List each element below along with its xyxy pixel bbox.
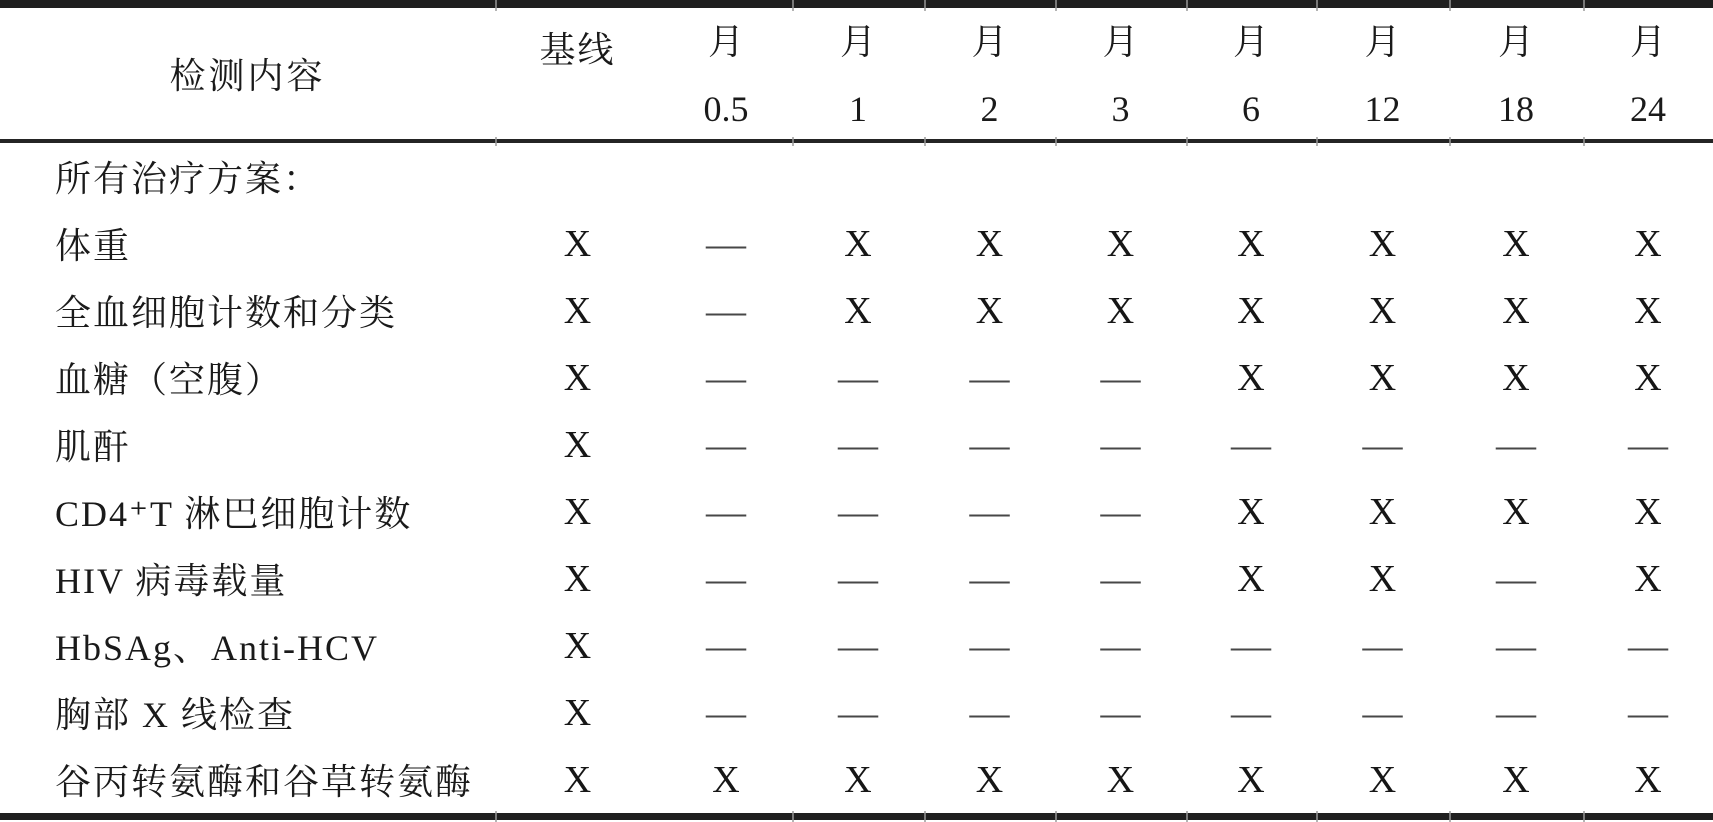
header-month-column <box>924 8 1055 139</box>
header-month-column <box>792 8 924 139</box>
column-boundary-tick <box>924 137 926 146</box>
header-month-label: 月 <box>1364 22 1401 62</box>
header-divider <box>0 139 1713 143</box>
header-month-column <box>1449 8 1583 139</box>
cell-mark-dash: — <box>1100 489 1141 534</box>
table-row <box>0 679 1713 746</box>
column-boundary-tick <box>924 0 926 11</box>
table-row <box>0 210 1713 277</box>
table-row <box>0 612 1713 679</box>
cell-mark-x: X <box>1502 289 1530 332</box>
table-row <box>0 545 1713 612</box>
column-boundary-tick <box>495 811 497 822</box>
cell-mark-dash: — <box>838 422 878 467</box>
cell-mark-dash: — <box>838 623 878 668</box>
table-row <box>0 746 1713 813</box>
header-month-column <box>1055 8 1186 139</box>
cell-mark-x: X <box>975 758 1004 801</box>
cell-mark-dash: — <box>969 422 1010 467</box>
cell-mark-dash: — <box>706 623 746 668</box>
cell-mark-x: X <box>1106 222 1135 265</box>
column-boundary-tick <box>495 137 497 146</box>
cell-mark-x: X <box>563 557 592 600</box>
table-row <box>0 277 1713 344</box>
cell-mark-x: X <box>1368 557 1397 600</box>
cell-mark-dash: — <box>969 623 1010 668</box>
cell-mark-x: X <box>975 222 1004 265</box>
header-month-column <box>660 8 792 139</box>
cell-mark-x: X <box>563 222 592 265</box>
header-month-value: 24 <box>1630 89 1666 129</box>
row-label: 血糖（空腹） <box>55 360 284 400</box>
row-label: 肌酐 <box>55 427 132 467</box>
cell-mark-dash: — <box>1231 690 1271 735</box>
header-test-content: 检测内容 <box>169 56 326 96</box>
cell-mark-dash: — <box>838 690 878 735</box>
cell-mark-dash: — <box>706 288 746 333</box>
cell-mark-dash: — <box>1231 623 1271 668</box>
header-month-label: 月 <box>971 22 1008 62</box>
header-baseline: 基线 <box>539 30 616 70</box>
cell-mark-x: X <box>1634 758 1662 801</box>
cell-mark-dash: — <box>838 355 878 400</box>
cell-mark-dash: — <box>969 355 1010 400</box>
row-label: 胸部 X 线检查 <box>55 695 295 735</box>
cell-mark-x: X <box>1634 289 1662 332</box>
cell-mark-dash: — <box>706 355 746 400</box>
column-boundary-tick <box>1055 137 1057 146</box>
cell-mark-x: X <box>563 356 592 399</box>
table-body <box>0 143 1713 813</box>
cell-mark-dash: — <box>1100 422 1141 467</box>
header-month-column <box>1583 8 1713 139</box>
cell-mark-dash: — <box>1496 690 1536 735</box>
cell-mark-dash: — <box>706 221 746 266</box>
cell-mark-dash: — <box>1496 422 1536 467</box>
header-month-value: 1 <box>849 89 867 129</box>
cell-mark-dash: — <box>1100 355 1141 400</box>
row-label: 所有治疗方案： <box>55 159 322 199</box>
column-boundary-tick <box>1186 137 1188 146</box>
cell-mark-dash: — <box>706 422 746 467</box>
cell-mark-x: X <box>1237 289 1265 332</box>
column-boundary-tick <box>1449 811 1451 822</box>
cell-mark-x: X <box>844 758 872 801</box>
column-boundary-tick <box>1316 0 1318 11</box>
cell-mark-x: X <box>1368 490 1397 533</box>
cell-mark-dash: — <box>1496 556 1536 601</box>
column-boundary-tick <box>1583 137 1585 146</box>
cell-mark-dash: — <box>1628 422 1668 467</box>
column-boundary-tick <box>1583 0 1585 11</box>
cell-mark-x: X <box>1237 490 1265 533</box>
cell-mark-x: X <box>844 222 872 265</box>
cell-mark-dash: — <box>838 489 878 534</box>
cell-mark-dash: — <box>706 489 746 534</box>
cell-mark-x: X <box>1368 758 1397 801</box>
header-month-label: 月 <box>1497 22 1534 62</box>
cell-mark-x: X <box>563 691 592 734</box>
cell-mark-x: X <box>1502 758 1530 801</box>
cell-mark-x: X <box>1106 289 1135 332</box>
header-month-value: 18 <box>1498 89 1534 129</box>
cell-mark-x: X <box>1368 289 1397 332</box>
table-row <box>0 478 1713 545</box>
row-label: CD4⁺T 淋巴细胞计数 <box>55 494 413 534</box>
cell-mark-dash: — <box>1100 556 1141 601</box>
top-border <box>0 0 1713 8</box>
header-month-column <box>1186 8 1316 139</box>
cell-mark-dash: — <box>1100 623 1141 668</box>
row-label: 体重 <box>55 226 132 266</box>
cell-mark-dash: — <box>969 489 1010 534</box>
cell-mark-x: X <box>1368 356 1397 399</box>
cell-mark-x: X <box>975 289 1004 332</box>
cell-mark-dash: — <box>1628 623 1668 668</box>
column-boundary-tick <box>1055 0 1057 11</box>
cell-mark-dash: — <box>1362 690 1403 735</box>
column-boundary-tick <box>1316 137 1318 146</box>
cell-mark-x: X <box>1634 356 1662 399</box>
column-boundary-tick <box>924 811 926 822</box>
cell-mark-x: X <box>1106 758 1135 801</box>
cell-mark-x: X <box>712 758 740 801</box>
cell-mark-x: X <box>563 490 592 533</box>
cell-mark-x: X <box>1634 557 1662 600</box>
cell-mark-x: X <box>1237 356 1265 399</box>
cell-mark-dash: — <box>1100 690 1141 735</box>
cell-mark-x: X <box>1634 490 1662 533</box>
row-label: HbSAg、Anti-HCV <box>55 628 380 668</box>
column-boundary-tick <box>1583 811 1585 822</box>
header-month-label: 月 <box>1629 22 1666 62</box>
cell-mark-x: X <box>1237 758 1265 801</box>
cell-mark-dash: — <box>706 690 746 735</box>
header-month-value: 6 <box>1242 89 1260 129</box>
cell-mark-x: X <box>844 289 872 332</box>
column-boundary-tick <box>1186 0 1188 11</box>
header-month-value: 0.5 <box>703 89 749 129</box>
cell-mark-x: X <box>563 624 592 667</box>
table-row <box>0 143 1713 210</box>
cell-mark-dash: — <box>1231 422 1271 467</box>
table-row <box>0 344 1713 411</box>
header-month-value: 12 <box>1364 89 1401 129</box>
column-boundary-tick <box>792 137 794 146</box>
cell-mark-dash: — <box>1362 422 1403 467</box>
cell-mark-dash: — <box>969 690 1010 735</box>
column-boundary-tick <box>1449 0 1451 11</box>
column-boundary-tick <box>1449 137 1451 146</box>
cell-mark-dash: — <box>1362 623 1403 668</box>
cell-mark-x: X <box>563 289 592 332</box>
cell-mark-x: X <box>1237 557 1265 600</box>
header-month-label: 月 <box>839 22 876 62</box>
column-boundary-tick <box>792 811 794 822</box>
column-boundary-tick <box>1055 811 1057 822</box>
column-boundary-tick <box>1186 811 1188 822</box>
cell-mark-x: X <box>563 758 592 801</box>
cell-mark-x: X <box>1502 490 1530 533</box>
cell-mark-x: X <box>563 423 592 466</box>
row-label: HIV 病毒载量 <box>55 561 288 601</box>
cell-mark-x: X <box>1368 222 1397 265</box>
table-row <box>0 411 1713 478</box>
header-month-value: 3 <box>1111 89 1130 129</box>
cell-mark-dash: — <box>838 556 878 601</box>
cell-mark-x: X <box>1502 356 1530 399</box>
table-header-row <box>0 8 1713 139</box>
cell-mark-x: X <box>1634 222 1662 265</box>
cell-mark-dash: — <box>1496 623 1536 668</box>
bottom-border <box>0 813 1713 820</box>
header-month-label: 月 <box>1232 22 1269 62</box>
column-boundary-tick <box>495 0 497 11</box>
cell-mark-dash: — <box>969 556 1010 601</box>
header-month-column <box>1316 8 1449 139</box>
row-label: 全血细胞计数和分类 <box>55 293 398 333</box>
cell-mark-x: X <box>1502 222 1530 265</box>
row-label: 谷丙转氨酶和谷草转氨酶 <box>55 762 474 802</box>
column-boundary-tick <box>1316 811 1318 822</box>
cell-mark-dash: — <box>1628 690 1668 735</box>
cell-mark-dash: — <box>706 556 746 601</box>
column-boundary-tick <box>792 0 794 11</box>
header-month-value: 2 <box>980 89 999 129</box>
header-month-label: 月 <box>1102 22 1139 62</box>
cell-mark-x: X <box>1237 222 1265 265</box>
header-month-label: 月 <box>707 22 744 62</box>
